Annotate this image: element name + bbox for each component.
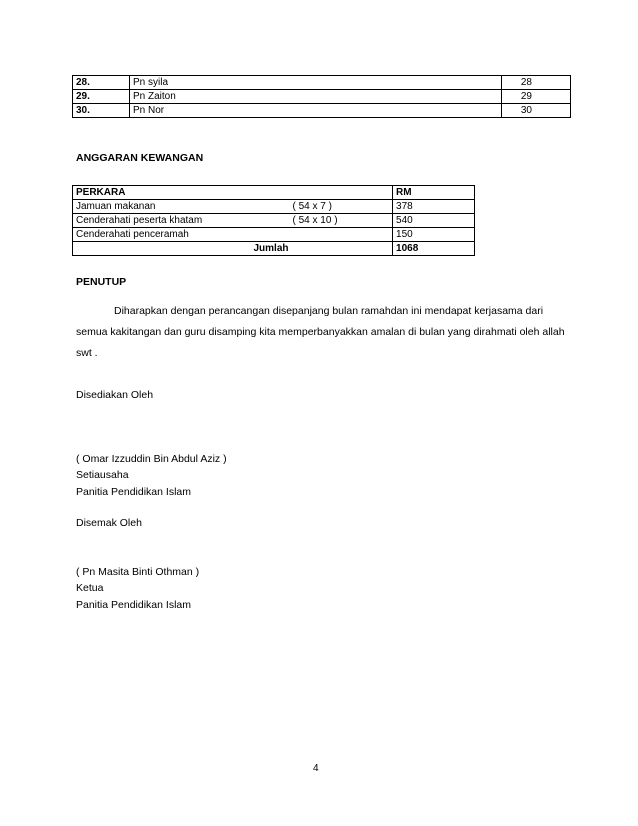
budget-amount: 540 (393, 214, 475, 228)
prepared-by-name: ( Omar Izzuddin Bin Abdul Aziz ) (76, 453, 227, 465)
table-total-row (73, 242, 475, 256)
row-value: 29 (502, 90, 571, 104)
row-number: 28. (73, 76, 130, 90)
page-number: 4 (313, 763, 319, 774)
header-item: PERKARA (73, 186, 393, 200)
row-number: 30. (73, 104, 130, 118)
checked-by-position: Ketua (76, 582, 104, 594)
table-row (73, 90, 571, 104)
row-name: Pn Nor (130, 104, 502, 118)
budget-item: Jamuan makanan (73, 200, 281, 214)
budget-calc: ( 54 x 10 ) (281, 214, 393, 228)
budget-item: Cenderahati penceramah (73, 228, 281, 242)
budget-amount: 150 (393, 228, 475, 242)
budget-calc (281, 228, 393, 242)
table-header-row (73, 186, 475, 200)
closing-heading: PENUTUP (76, 276, 127, 288)
table-row (73, 214, 475, 228)
names-table (72, 75, 571, 118)
row-value: 30 (502, 104, 571, 118)
checked-by-name: ( Pn Masita Binti Othman ) (76, 566, 200, 578)
table-row (73, 228, 475, 242)
budget-amount: 378 (393, 200, 475, 214)
budget-calc: ( 54 x 7 ) (281, 200, 393, 214)
total-label: Jumlah (73, 242, 393, 256)
budget-table (72, 185, 475, 256)
closing-paragraph-text: Diharapkan dengan perancangan disepanjang bulan ramahdan ini mendapat kerjasama dari semua kakitangan dan guru disamping kita memperbanyakkan amalan di bulan yang dirahmati oleh allah swt . (76, 305, 565, 359)
row-name: Pn Zaiton (130, 90, 502, 104)
table-row (73, 200, 475, 214)
closing-paragraph (76, 301, 566, 364)
header-currency: RM (393, 186, 475, 200)
prepared-by-unit: Panitia Pendidikan Islam (76, 486, 191, 498)
table-row (73, 104, 571, 118)
row-name: Pn syila (130, 76, 502, 90)
row-value: 28 (502, 76, 571, 90)
checked-by-label: Disemak Oleh (76, 517, 142, 529)
row-number: 29. (73, 90, 130, 104)
checked-by-unit: Panitia Pendidikan Islam (76, 599, 191, 611)
total-amount: 1068 (393, 242, 475, 256)
budget-heading: ANGGARAN KEWANGAN (76, 152, 204, 164)
prepared-by-position: Setiausaha (76, 469, 129, 481)
prepared-by-label: Disediakan Oleh (76, 389, 154, 401)
budget-item: Cenderahati peserta khatam (73, 214, 281, 228)
table-row (73, 76, 571, 90)
